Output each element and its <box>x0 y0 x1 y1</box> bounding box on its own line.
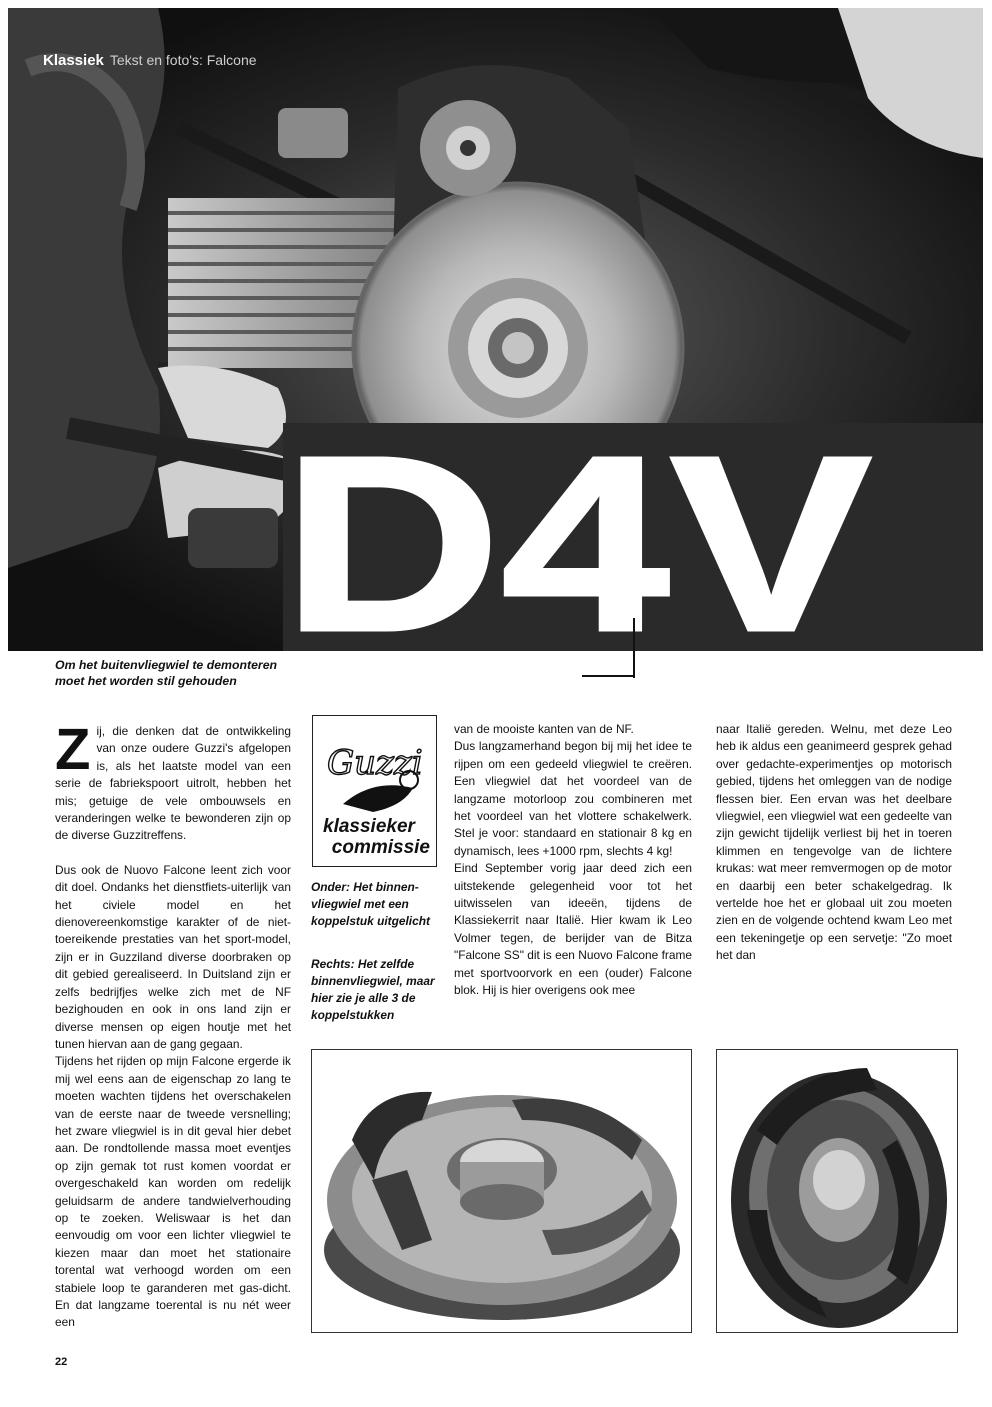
dropcap: Z <box>55 717 91 782</box>
logo-line1: klassieker <box>323 816 415 837</box>
body-column-1 <box>55 717 291 1332</box>
paragraph-6: Eind September vorig jaar deed zich een uitstekende gelegenheid voor tot het uitwisselen van ideeën, tijdens de Klassiekerrit naar Italië. Hier kwam ik Leo Volmer tegen, de berijder van de Bitza "Falcone SS" dit is een Nuovo Falcone frame met sportvoorvork en een (ouder) Falcone blok. Hij is hier overigens ook mee <box>454 861 692 998</box>
paragraph-4: van de mooiste kanten van de NF. <box>454 722 634 736</box>
article-title: D4V <box>282 418 872 678</box>
caption-below: Onder: Het binnen-vliegwiel met een koppelstuk uitgelicht <box>311 880 430 928</box>
caption-right: Rechts: Het zelfde binnenvliegwiel, maar hier zie je alle 3 de koppelstukken <box>311 957 435 1022</box>
inner-flywheel-three-couplings-photo <box>716 1049 958 1333</box>
credits-label: Tekst en foto's: Falcone <box>109 52 257 68</box>
section-label: Klassiek <box>43 52 104 69</box>
section-kicker <box>43 52 257 69</box>
page-number: 22 <box>55 1356 68 1368</box>
inner-flywheel-side-illustration <box>717 1050 957 1332</box>
photo-caption-top: Om het buitenvliegwiel te demonteren moet het worden stil gehouden <box>55 658 278 688</box>
logo-line2: commissie <box>331 837 430 858</box>
inner-flywheel-photo <box>311 1049 692 1333</box>
article-title-graphic <box>282 418 882 678</box>
logo-brand: Guzzi <box>327 743 423 783</box>
guzzi-eagle-logo <box>313 716 436 816</box>
inner-flywheel-illustration <box>312 1050 691 1332</box>
paragraph-7: naar Italië gereden. Welnu, met deze Leo heb ik aldus een geanimeerd gesprek gehad over gedachte-experimentjes op motorisch gebied, tijdens het omleggen van de nodige flessen bier. Een ervan was het deelbare vliegwiel, een vliegwiel wat een gedeelte van zijn gewicht tijdelijk verliest bij het in toeren klimmen en tengevolge van de lichtere krukas: wat meer remvermogen op de motor en daarbij een beter schakelgedrag. Ik vertelde hoe het er globaal uit zou moeten zien en de volgende ochtend kwam Leo met een tekeningetje op een servetje: "Zo moet het dan <box>716 722 952 963</box>
body-column-3 <box>454 721 692 1000</box>
guzzi-klassieker-logo <box>312 715 437 867</box>
paragraph-1: ij, die denken dat de ontwikkeling van onze oudere Guzzi's afgelopen is, als het laatste model van een serie de fabriekspoort uitrolt, hebben het mis; getuige de vele ombouwsels en veranderingen welke te bewonderen zijn op de diverse Guzzitreffens. <box>55 724 291 843</box>
paragraph-2: Dus ook de Nuovo Falcone leent zich voor dit doel. Ondanks het dienstfiets-uiterlijk van het civiele model en het dienovereenkomstige karakter of de niet-toereikende prestaties van het sport-model, zijn er in Guzziland diverse doorbraken op dit gebied gerealiseerd. In Duitsland zijn er zelfs bedrijfjes welke zich met de NF bezighouden en ook in ons land zijn er diverse mensen op eigen houtje met het tunen hiervan aan de gang gegaan. <box>55 862 291 1051</box>
paragraph-3: Tijdens het rijden op mijn Falcone ergerde ik mij wel eens aan de eigenschap zo lang te moeten wachten tijdens het overschakelen van de eerste naar de tweede versnelling; het zware vliegwiel is in dit geval hier debet aan. De rondtollende massa moet eventjes op zijn gemak tot rust komen voordat er overgeschakeld kan worden om redelijk geluidsarm de andere tandwielverhouding op te zoeken. Weliswaar is het dan eenvoudig om voor een lichter vliegwiel te kiezen maar dan moet het stationaire torental wat verhoogd worden om een stabiele loop te garanderen met gas-dicht. En dat langzame toerental is nu nét weer een <box>55 1054 291 1330</box>
body-column-4 <box>716 721 952 965</box>
paragraph-5: Dus langzamerhand begon bij mij het idee te rijpen om een gedeeld vliegwiel te creëren. Een vliegwiel dat het voordeel van de langzame motorloop zou combineren met het voordeel van het vlottere schakelwerk. Stel je voor: standaard en stationair 8 kg en dynamisch, lees +1000 rpm, slechts 4 kg! <box>454 739 692 858</box>
